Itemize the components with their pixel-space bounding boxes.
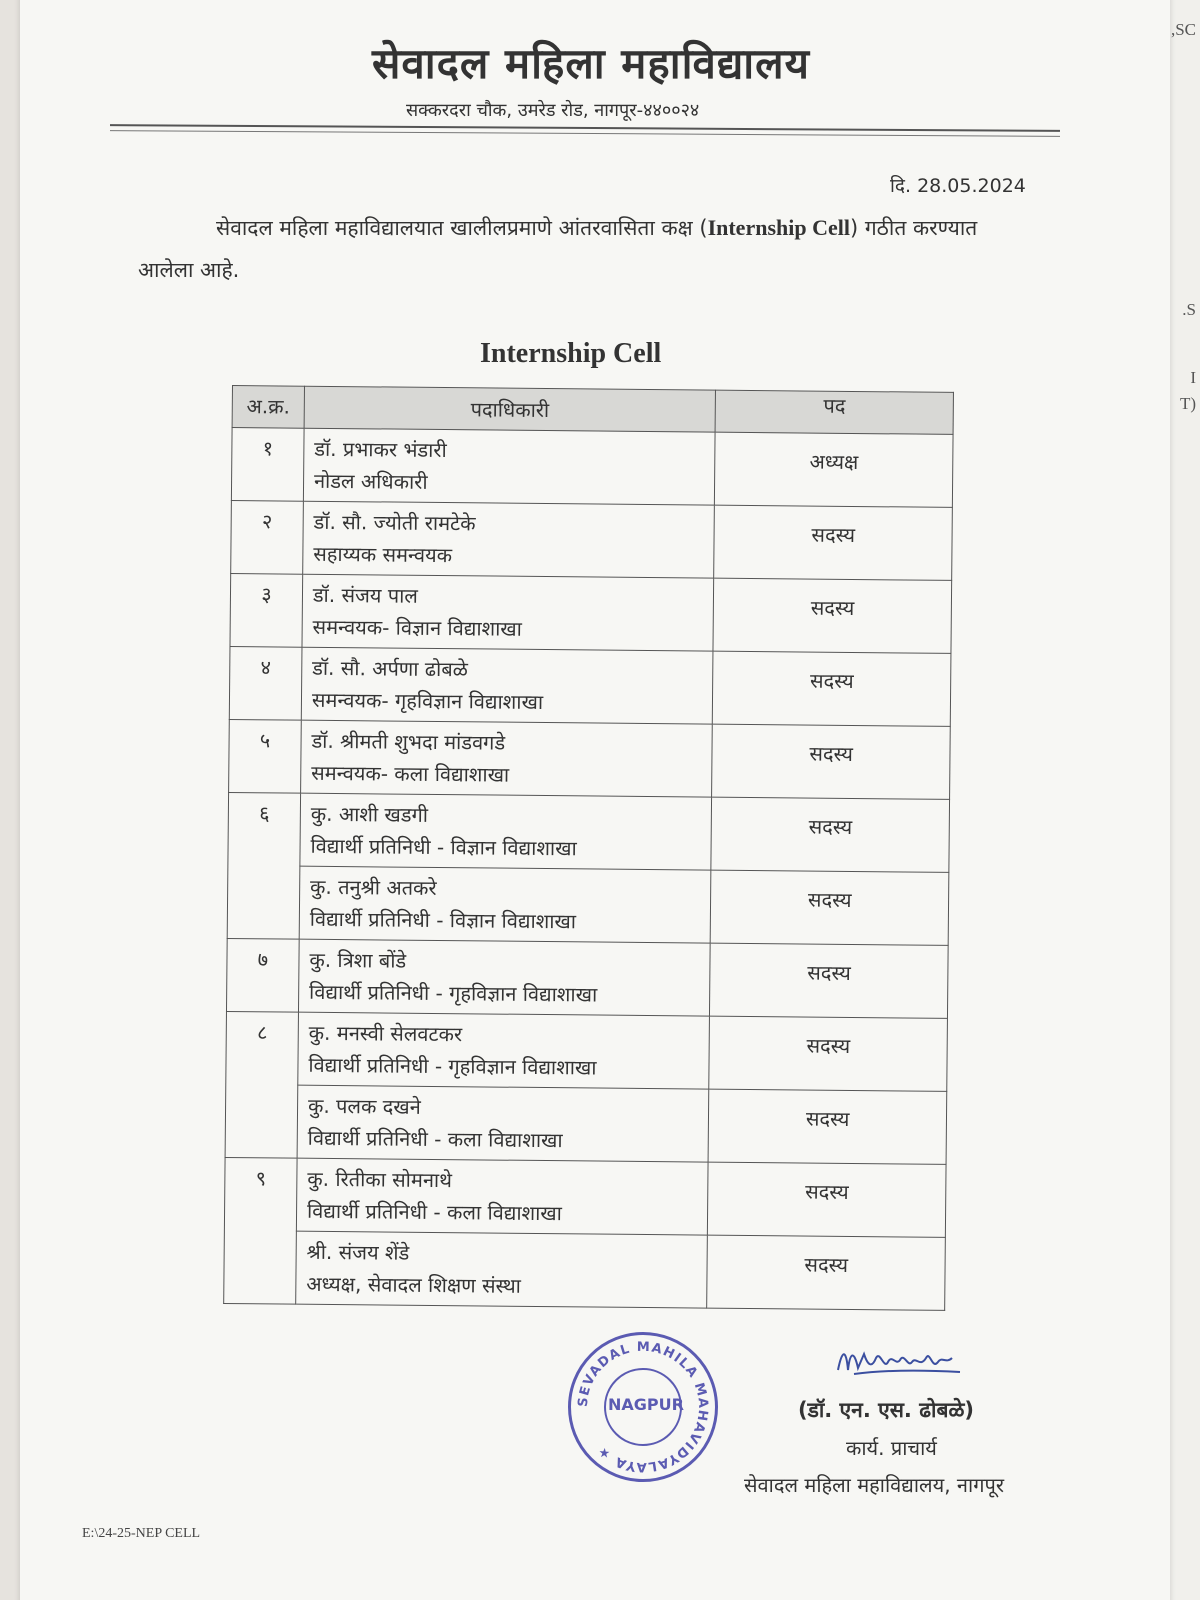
row-serial: ५: [229, 719, 302, 793]
table-row: [231, 500, 953, 580]
edge-fragment: .S: [1182, 300, 1196, 319]
table-row: [226, 938, 948, 1018]
member-cell: [303, 501, 715, 578]
table-row: [225, 1084, 947, 1164]
row-serial: १: [231, 428, 304, 502]
college-address: सक्करदरा चौक, उमरेड रोड, नागपूर-४४००२४: [406, 100, 700, 121]
member-cell: [299, 866, 711, 943]
member-cell: [302, 574, 714, 651]
row-serial: ६: [227, 792, 300, 939]
member-cell: [301, 720, 713, 797]
college-name: सेवादल महिला महाविद्यालय: [372, 39, 810, 88]
table-row: [229, 719, 951, 799]
member-post: सदस्य: [713, 578, 951, 653]
row-serial: ३: [230, 573, 303, 647]
notice-paragraph: [138, 207, 1038, 291]
member-designation: नोडल अधिकारी: [313, 468, 428, 494]
member-name: डॉ. सौ. ज्योती रामटेके: [313, 509, 476, 536]
member-cell: [298, 1012, 710, 1089]
column-header-sr: अ.क्र.: [232, 386, 304, 429]
member-post: सदस्य: [710, 943, 948, 1018]
member-cell: [300, 793, 712, 870]
member-designation: विद्यार्थी प्रतिनिधी - कला विद्याशाखा: [306, 1198, 563, 1226]
signatory-title: कार्य. प्राचार्य: [846, 1436, 937, 1460]
member-name: डॉ. सौ. अर्पणा ढोबळे: [312, 655, 469, 682]
member-cell: [303, 428, 715, 505]
row-serial: २: [231, 500, 304, 574]
header-rule-thin: [110, 130, 1060, 137]
row-serial: ८: [225, 1011, 298, 1158]
member-post: सदस्य: [713, 651, 951, 726]
member-post: सदस्य: [712, 724, 950, 799]
table-row: [229, 646, 951, 726]
notice-text-start: सेवादल महिला महाविद्यालयात खालीलप्रमाणे आंतरवासिता कक्ष (: [216, 216, 708, 240]
table-row: [231, 428, 953, 508]
table-row: [224, 1230, 946, 1310]
letter-date: दि. 28.05.2024: [890, 175, 1026, 197]
member-designation: विद्यार्थी प्रतिनिधी - विज्ञान विद्याशाखा: [310, 833, 577, 861]
member-name: कु. मनस्वी सेलवटकर: [308, 1020, 463, 1047]
members-table: [223, 385, 954, 1311]
table-row: [226, 1011, 948, 1091]
column-header-post: पद: [715, 390, 953, 434]
member-post: सदस्य: [714, 505, 952, 580]
member-post: अध्यक्ष: [715, 432, 953, 507]
table-row: [228, 792, 950, 872]
notice-text-english: Internship Cell: [707, 215, 850, 240]
member-designation: विद्यार्थी प्रतिनिधी - गृहविज्ञान विद्याशाखा: [308, 1052, 597, 1080]
member-name: श्री. संजय शेंडे: [306, 1239, 410, 1265]
signatory-college: सेवादल महिला महाविद्यालय, नागपूर: [744, 1473, 1005, 1497]
notice-text-end: ) गठीत करण्यात आलेला आहे.: [138, 216, 978, 282]
column-header-office-bearer: पदाधिकारी: [304, 386, 716, 432]
seal-ring-text: SEVADAL MAHILA MAHAVIDYALAYA ★: [575, 1339, 711, 1475]
member-post: सदस्य: [708, 1089, 946, 1164]
edge-fragment: I: [1190, 368, 1196, 387]
member-name: कु. आशी खडगी: [310, 801, 429, 827]
member-post: सदस्य: [708, 1162, 946, 1237]
member-designation: समन्वयक- विज्ञान विद्याशाखा: [312, 614, 523, 641]
member-name: कु. त्रिशा बोंडे: [309, 947, 407, 973]
member-cell: [296, 1231, 708, 1308]
row-serial: ७: [226, 938, 299, 1012]
member-designation: अध्यक्ष, सेवादल शिक्षण संस्था: [306, 1271, 522, 1298]
member-cell: [298, 939, 710, 1016]
member-designation: विद्यार्थी प्रतिनिधी - गृहविज्ञान विद्याशाखा: [309, 979, 598, 1007]
seal-city: NAGPUR: [608, 1395, 684, 1414]
member-name: कु. रितीका सोमनाथे: [307, 1166, 453, 1193]
table-row: [224, 1157, 946, 1237]
letter-page: [20, 0, 1170, 1600]
table-row: [227, 865, 949, 945]
row-serial: ९: [224, 1157, 297, 1304]
edge-fragment: T): [1179, 394, 1196, 413]
table-heading: Internship Cell: [480, 338, 662, 369]
member-cell: [296, 1158, 708, 1235]
member-designation: विद्यार्थी प्रतिनिधी - कला विद्याशाखा: [307, 1125, 563, 1153]
table-row: [230, 573, 952, 653]
member-designation: सहाय्यक समन्वयक: [313, 541, 453, 568]
member-post: सदस्य: [709, 1016, 947, 1091]
edge-fragment: ,SC: [1170, 20, 1196, 39]
college-seal: [568, 1332, 718, 1482]
row-serial: ४: [229, 646, 302, 720]
member-post: सदस्य: [711, 797, 949, 872]
member-name: डॉ. श्रीमती शुभदा मांडवगडे: [311, 728, 506, 755]
member-cell: [297, 1085, 709, 1162]
member-designation: समन्वयक- गृहविज्ञान विद्याशाखा: [311, 687, 544, 714]
signature-scrawl: [834, 1340, 974, 1388]
member-cell: [301, 647, 713, 724]
member-designation: विद्यार्थी प्रतिनिधी - विज्ञान विद्याशाखा: [309, 906, 577, 934]
member-name: डॉ. प्रभाकर भंडारी: [314, 436, 447, 463]
member-name: कु. पलक दखने: [307, 1093, 421, 1119]
table-header-row: [232, 386, 953, 435]
member-name: डॉ. संजय पाल: [312, 582, 419, 608]
file-reference: E:\24-25-NEP CELL: [82, 1526, 201, 1541]
member-post: सदस्य: [711, 870, 949, 945]
member-name: कु. तनुश्री अतकरे: [310, 874, 437, 900]
member-post: सदस्य: [707, 1235, 945, 1310]
member-designation: समन्वयक- कला विद्याशाखा: [311, 760, 510, 787]
signatory-name: (डॉ. एन. एस. ढोबळे): [798, 1398, 975, 1422]
